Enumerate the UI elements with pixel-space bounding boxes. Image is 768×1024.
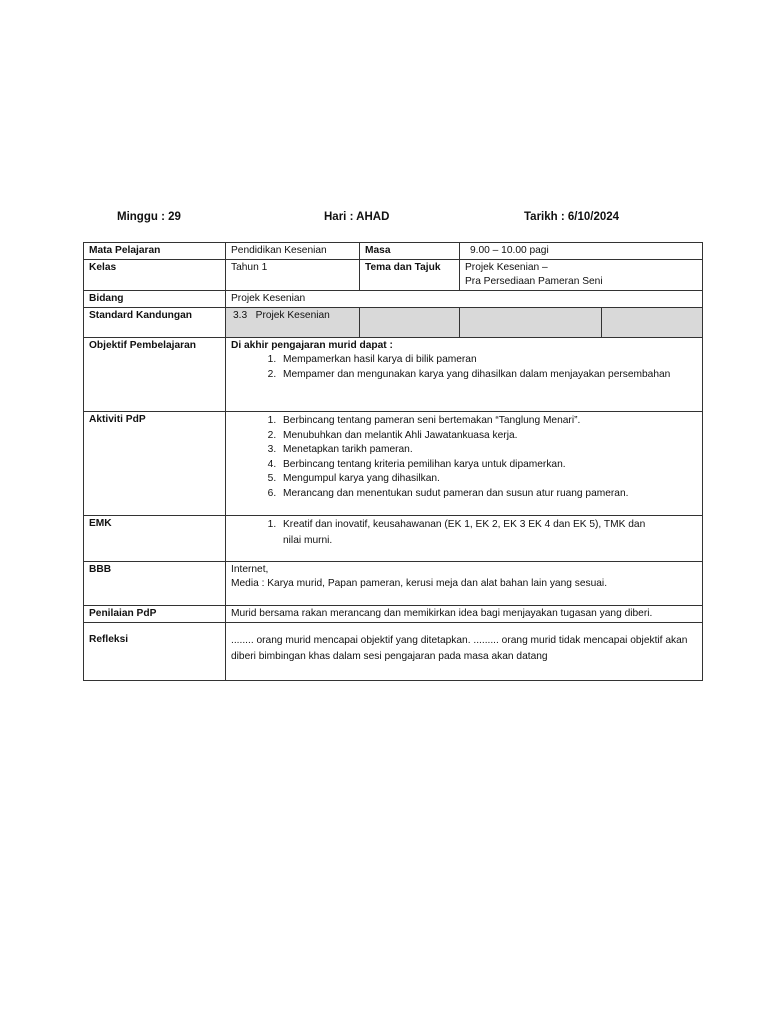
- standard-empty-cell: [360, 308, 460, 338]
- objektif-label: Objektif Pembelajaran: [84, 338, 226, 412]
- list-item: 5. Mengumpul karya yang dihasilkan.: [279, 472, 697, 487]
- masa-label: Masa: [360, 243, 460, 260]
- row-standard-kandungan: [84, 308, 703, 338]
- row-kelas: [84, 260, 703, 291]
- objektif-list: [231, 353, 697, 382]
- row-aktiviti: [84, 412, 703, 516]
- row-emk: [84, 516, 703, 562]
- list-item: 1. Mempamerkan hasil karya di bilik pameran: [279, 353, 697, 368]
- penilaian-value: Murid bersama rakan merancang dan memikirkan idea bagi menjayakan tugasan yang diberi.: [226, 606, 703, 623]
- mata-pelajaran-label: Mata Pelajaran: [84, 243, 226, 260]
- row-penilaian: [84, 606, 703, 623]
- bbb-content: [226, 562, 703, 606]
- objektif-intro: Di akhir pengajaran murid dapat :: [231, 340, 393, 351]
- lesson-plan-table: [83, 242, 703, 681]
- list-item: 6. Merancang dan menentukan sudut pameran dan susun atur ruang pameran.: [279, 487, 697, 502]
- bbb-line-2: Media : Karya murid, Papan pameran, kerusi meja dan alat bahan lain yang sesuai.: [231, 578, 608, 589]
- tema-label: Tema dan Tajuk: [360, 260, 460, 291]
- list-item: 2. Menubuhkan dan melantik Ahli Jawatankuasa kerja.: [279, 429, 697, 444]
- aktiviti-label: Aktiviti PdP: [84, 412, 226, 516]
- bbb-line-1: Internet,: [231, 564, 269, 575]
- refleksi-value: ........ orang murid mencapai objektif yang ditetapkan. ......... orang murid tidak mencapai objektif akan diberi bimbingan khas dalam sesi pengajaran pada masa akan datang: [226, 623, 703, 681]
- row-mata-pelajaran: [84, 243, 703, 260]
- list-item: 2. Mempamer dan mengunakan karya yang dihasilkan dalam menjayakan persembahan: [279, 368, 697, 383]
- tema-line-2: Pra Persediaan Pameran Seni: [465, 276, 603, 287]
- kelas-value: Tahun 1: [226, 260, 360, 291]
- emk-list: [231, 517, 697, 549]
- list-item: 1. Kreatif dan inovatif, keusahawanan (EK 1, EK 2, EK 3 EK 4 dan EK 5), TMK dan nilai murni.: [279, 517, 657, 549]
- date-label: Tarikh : 6/10/2024: [524, 211, 620, 223]
- day-label: Hari : AHAD: [324, 211, 390, 223]
- row-bidang: [84, 291, 703, 308]
- tema-line-1: Projek Kesenian –: [465, 262, 548, 273]
- row-bbb: [84, 562, 703, 606]
- masa-value: 9.00 – 10.00 pagi: [460, 243, 703, 260]
- tema-value: [460, 260, 703, 291]
- bbb-label: BBB: [84, 562, 226, 606]
- row-objektif: [84, 338, 703, 412]
- standard-value: 3.3 Projek Kesenian: [226, 308, 360, 338]
- list-item: 4. Berbincang tentang kriteria pemilihan karya untuk dipamerkan.: [279, 458, 697, 473]
- week-label: Minggu : 29: [117, 211, 181, 223]
- lesson-header: [0, 211, 768, 227]
- refleksi-label: Refleksi: [84, 623, 226, 681]
- bidang-label: Bidang: [84, 291, 226, 308]
- emk-content: [226, 516, 703, 562]
- emk-label: EMK: [84, 516, 226, 562]
- aktiviti-content: [226, 412, 703, 516]
- standard-empty-cell: [460, 308, 602, 338]
- objektif-content: [226, 338, 703, 412]
- standard-empty-cell: [602, 308, 703, 338]
- mata-pelajaran-value: Pendidikan Kesenian: [226, 243, 360, 260]
- list-item: 3. Menetapkan tarikh pameran.: [279, 443, 697, 458]
- kelas-label: Kelas: [84, 260, 226, 291]
- standard-label: Standard Kandungan: [84, 308, 226, 338]
- row-refleksi: [84, 623, 703, 681]
- bidang-value: Projek Kesenian: [226, 291, 703, 308]
- list-item: 1. Berbincang tentang pameran seni bertemakan “Tanglung Menari”.: [279, 414, 697, 429]
- penilaian-label: Penilaian PdP: [84, 606, 226, 623]
- aktiviti-list: [231, 414, 697, 501]
